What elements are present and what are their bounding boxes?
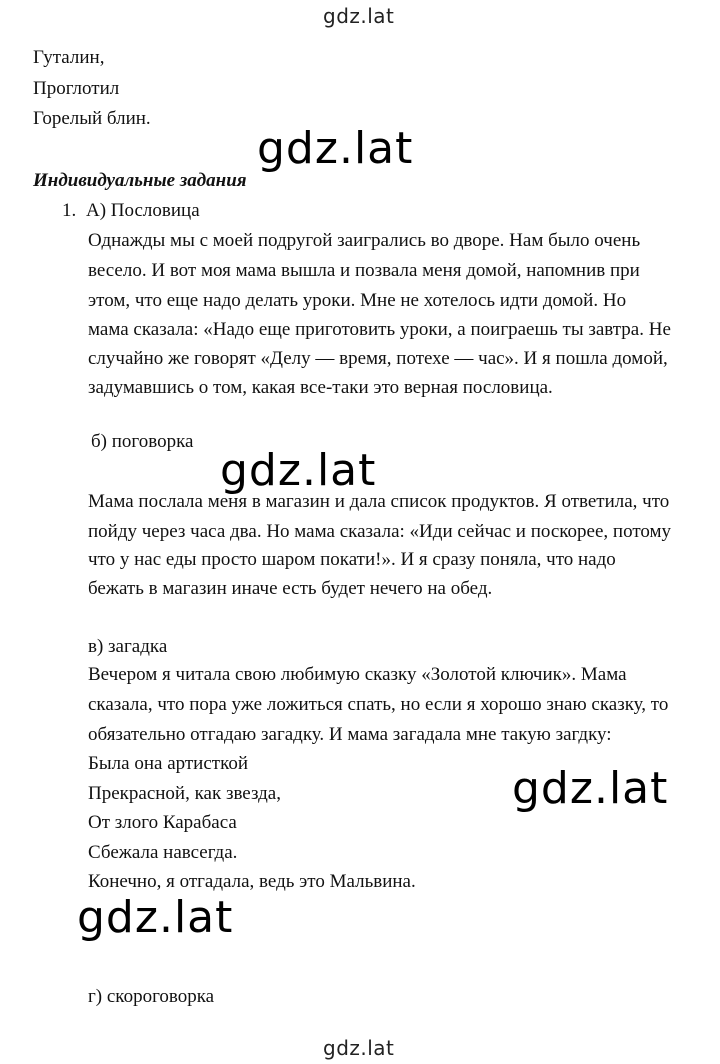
subtask-a-text-line: этом, что еще надо делать уроки. Мне не хотелось идти домой. Но (88, 290, 627, 311)
subtask-c-title: в) загадка (88, 636, 168, 657)
subtask-c-text-line: сказала, что пора уже ложиться спать, но если я хорошо знаю сказку, то (88, 694, 669, 715)
subtask-a-text-line: задумавшись о том, какая все-таки это верная пословица. (88, 377, 553, 398)
subtask-a-text-line: весело. И вот моя мама вышла и позвала меня домой, напомнив при (88, 260, 640, 281)
subtask-c-text-line: Вечером я читала свою любимую сказку «Золотой ключик». Мама (88, 664, 627, 685)
subtask-c-text-line: Прекрасной, как звезда, (88, 783, 281, 804)
watermark: gdz.lat (257, 123, 414, 174)
poem-line: Гуталин, (33, 47, 105, 68)
watermark: gdz.lat (77, 892, 234, 943)
subtask-c-text-line: Конечно, я отгадала, ведь это Мальвина. (88, 871, 416, 892)
subtask-c-text-line: Сбежала навсегда. (88, 842, 238, 863)
poem-line: Горелый блин. (33, 108, 151, 129)
subtask-d-title: г) скороговорка (88, 986, 215, 1007)
subtask-a-text-line: Однажды мы с моей подругой заигрались во дворе. Нам было очень (88, 230, 641, 251)
subtask-b-text-line: Мама послала меня в магазин и дала список продуктов. Я ответила, что (88, 491, 670, 512)
poem-line: Проглотил (33, 78, 120, 99)
footer-site-label: gdz.lat (323, 1036, 395, 1060)
subtask-c-text-line: От злого Карабаса (88, 812, 237, 833)
header-site-label: gdz.lat (323, 4, 395, 28)
subtask-b-text-line: бежать в магазин иначе есть будет нечего на обед. (88, 578, 493, 599)
subtask-c-text-line: обязательно отгадаю загадку. И мама загадала мне такую загдку: (88, 724, 612, 745)
section-heading: Индивидуальные задания (33, 170, 247, 191)
task-number: 1. (62, 200, 77, 221)
subtask-b-text-line: что у нас еды просто шаром покати!». И я сразу поняла, что надо (88, 549, 616, 570)
subtask-c-text-line: Была она артисткой (88, 753, 249, 774)
subtask-b-title: б) поговорка (91, 431, 194, 452)
subtask-b-text-line: пойду через часа два. Но мама сказала: «Иди сейчас и поскорее, потому (88, 521, 672, 542)
watermark: gdz.lat (512, 763, 669, 814)
subtask-a-text-line: мама сказала: «Надо еще приготовить уроки, а поиграешь ты завтра. Не (88, 319, 671, 340)
subtask-a-title: А) Пословица (86, 200, 200, 221)
subtask-a-text-line: случайно же говорят «Делу — время, потехе — час». И я пошла домой, (88, 348, 668, 369)
watermark: gdz.lat (220, 445, 377, 496)
